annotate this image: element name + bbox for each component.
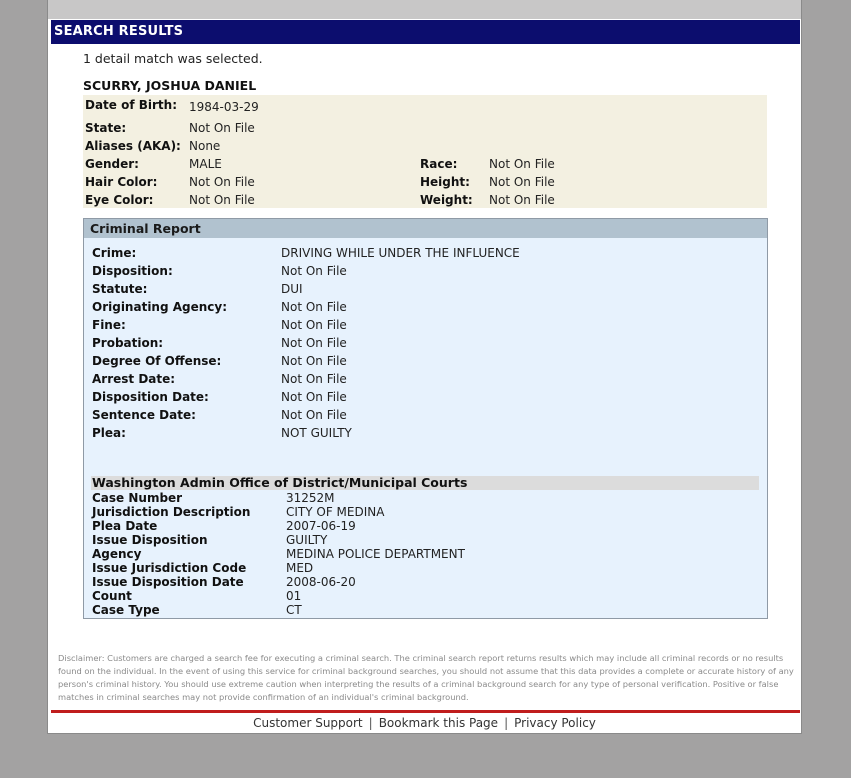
report-field-value: Not On File [281, 372, 347, 386]
aliases-value: None [189, 139, 221, 153]
eye-color-value: Not On File [189, 193, 255, 207]
report-field-label: Statute: [92, 282, 148, 296]
weight-label: Weight: [420, 193, 473, 207]
court-field-value: 2008-06-20 [286, 575, 356, 589]
court-section-title: Washington Admin Office of District/Municipal Courts [92, 475, 468, 490]
state-label: State: [85, 121, 127, 135]
gender-label: Gender: [85, 157, 139, 171]
report-field-value: Not On File [281, 390, 347, 404]
report-field-value: DUI [281, 282, 303, 296]
court-field-value: GUILTY [286, 533, 328, 547]
report-field-value: Not On File [281, 300, 347, 314]
race-value: Not On File [489, 157, 555, 171]
state-value: Not On File [189, 121, 255, 135]
footer-separator: | [504, 716, 509, 730]
eye-color-label: Eye Color: [85, 193, 154, 207]
report-field-value: Not On File [281, 354, 347, 368]
report-field-value: Not On File [281, 264, 347, 278]
report-field-value: Not On File [281, 336, 347, 350]
court-field-label: Agency [92, 547, 142, 561]
court-field-label: Case Type [92, 603, 160, 617]
report-field-label: Fine: [92, 318, 126, 332]
court-field-label: Count [92, 589, 132, 603]
hair-color-value: Not On File [189, 175, 255, 189]
report-field-value: Not On File [281, 318, 347, 332]
hair-color-label: Hair Color: [85, 175, 158, 189]
identity-panel [83, 95, 767, 208]
top-bar [48, 0, 801, 19]
weight-value: Not On File [489, 193, 555, 207]
privacy-policy-link[interactable]: Privacy Policy [514, 716, 596, 730]
page-title: SEARCH RESULTS [51, 20, 800, 44]
criminal-report-title: Criminal Report [84, 219, 767, 238]
court-field-value: MEDINA POLICE DEPARTMENT [286, 547, 465, 561]
court-field-label: Issue Disposition Date [92, 575, 244, 589]
report-field-label: Degree Of Offense: [92, 354, 222, 368]
court-field-label: Plea Date [92, 519, 158, 533]
report-field-value: Not On File [281, 408, 347, 422]
footer-divider [51, 710, 800, 713]
court-field-label: Jurisdiction Description [92, 505, 251, 519]
court-field-value: 01 [286, 589, 302, 603]
report-field-label: Plea: [92, 426, 126, 440]
footer-links [48, 716, 801, 730]
subject-name: SCURRY, JOSHUA DANIEL [83, 78, 257, 93]
gender-value: MALE [189, 157, 222, 171]
report-field-label: Disposition: [92, 264, 173, 278]
criminal-report-panel [83, 218, 768, 619]
footer-separator: | [368, 716, 373, 730]
report-field-value: DRIVING WHILE UNDER THE INFLUENCE [281, 246, 520, 260]
report-field-value: NOT GUILTY [281, 426, 352, 440]
customer-support-link[interactable]: Customer Support [253, 716, 363, 730]
dob-label: Date of Birth: [85, 98, 178, 112]
report-field-label: Arrest Date: [92, 372, 176, 386]
selection-count-text: 1 detail match was selected. [83, 51, 263, 66]
report-field-label: Probation: [92, 336, 164, 350]
court-field-value: 31252M [286, 491, 335, 505]
report-field-label: Sentence Date: [92, 408, 196, 422]
court-field-label: Case Number [92, 491, 183, 505]
aliases-label: Aliases (AKA): [85, 139, 181, 153]
disclaimer-text: Disclaimer: Customers are charged a search fee for executing a criminal search. The criminal search report returns results which may include all criminal records or no results found on the individual. In the event of using this service for criminal background searches, you should not assume that this data provides a complete or accurate history of any person's criminal history. You should use extreme caution when interpreting the results of a criminal background search for any type of personal verification. Positive or false matches in criminal searches may not provide confirmation of an individual's criminal background. [58, 653, 794, 702]
court-field-value: CT [286, 603, 302, 617]
height-label: Height: [420, 175, 470, 189]
court-field-value: 2007-06-19 [286, 519, 356, 533]
report-field-label: Crime: [92, 246, 137, 260]
court-field-value: MED [286, 561, 314, 575]
court-field-label: Issue Disposition [92, 533, 208, 547]
court-field-label: Issue Jurisdiction Code [92, 561, 247, 575]
height-value: Not On File [489, 175, 555, 189]
results-window [47, 0, 802, 734]
court-field-value: CITY OF MEDINA [286, 505, 385, 519]
bookmark-page-link[interactable]: Bookmark this Page [378, 716, 499, 730]
report-field-label: Disposition Date: [92, 390, 209, 404]
dob-value: 1984-03-29 [189, 100, 259, 114]
race-label: Race: [420, 157, 458, 171]
report-field-label: Originating Agency: [92, 300, 228, 314]
